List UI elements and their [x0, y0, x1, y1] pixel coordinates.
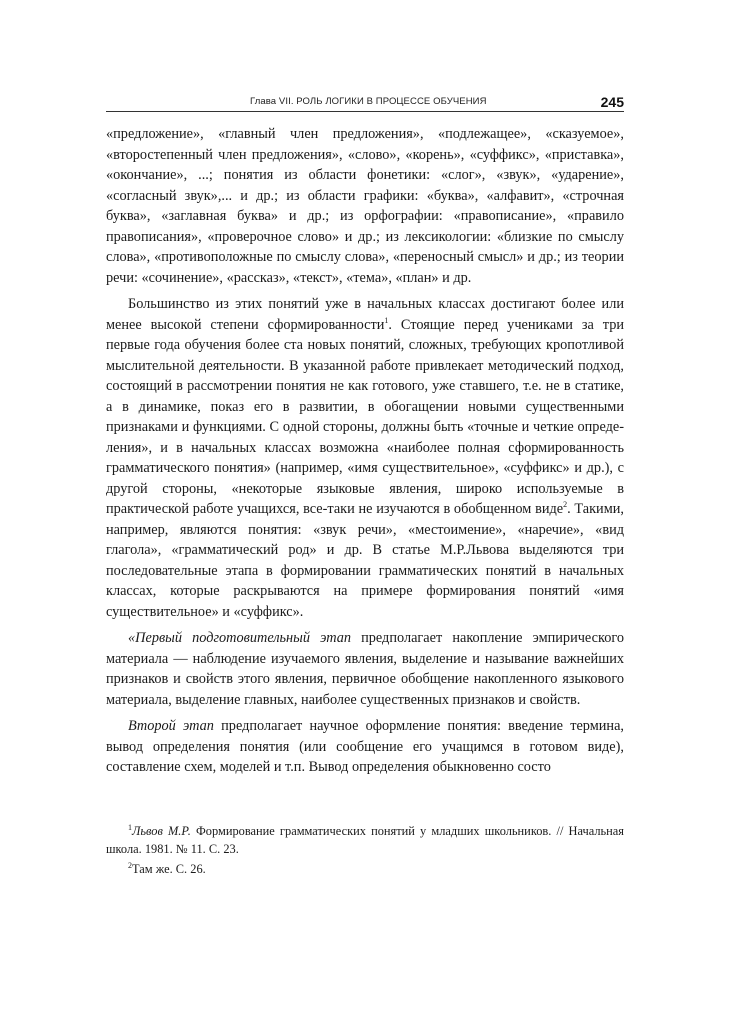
- footnotes: [106, 823, 624, 882]
- paragraph-2-text-a: Большинство из этих понятий уже в начальных классах достигают более или менее высокой степени сформированности: [106, 296, 624, 333]
- footnote-1-text: Формирование грамматических понятий у младших школьников. // Начальная школа. 1981. № 11. С. 23.: [106, 824, 624, 856]
- footnote-2-num: 2: [128, 860, 132, 870]
- footnote-1-num: 1: [128, 822, 132, 832]
- footnote-2-text: Там же. С. 26.: [132, 862, 206, 876]
- paragraph-4-italic: Второй этап: [128, 718, 214, 734]
- paragraph-3-text: предполагает накопление эмпирического материала — наблюдение изучаемого явления, выделение и называние важнейших признаков и свойств этого явления, первичное обобщение накопленного языкового материала, выделение главных, наиболее существенных признаков и свойств.: [106, 630, 624, 708]
- paragraph-2: [106, 294, 624, 622]
- paragraph-3: [106, 628, 624, 710]
- page-header: [106, 96, 624, 112]
- paragraph-2-text-b: . Стоящие перед учениками за три первые года обучения более ста новых понятий, сложных, требующих кропотливой мыслительной деятельности. В указанной работе привлекает методический подход, состоящий в рассмотрении понятия не как готового, уже ставшего, т.е. не в статике, а в динамике, показ его в развитии, в обогащении новыми существенными признаками и функциями. С одной стороны, должны быть «точные и четкие определения», и в начальных классах возможна «наиболее полная сформированность грамматического понятия» (например, «имя существительное», «суффикс» и др.), с другой стороны, «некоторые языковые явления, широко используемые в практической работе учащихся, все-таки не изучаются в обобщенном виде: [106, 316, 624, 517]
- paragraph-1: [106, 124, 624, 288]
- footnote-1: [106, 823, 624, 858]
- main-text: [106, 124, 624, 784]
- paragraph-1-text: «предложение», «главный член предложения», «подлежащее», «сказуемое», «второстепенный член предложения», «слово», «корень», «суффикс», «приставка», «окончание», ...; понятия из области фонетики: «слог», «звук», «ударение», «согласный звук»,... и др.; из области графики: «буква», «алфавит», «строчная буква», «заглавная буква» и др.; из орфографии: «правописание», «правило правописания», «проверочное слово» и др.; из лексикологии: «близкие по смыслу слова», «противоположные по смыслу слова», «переносный смысл» и др.; из теории речи: «сочинение», «рассказ», «текст», «тема», «план» и др.: [106, 126, 624, 286]
- paragraph-4: [106, 716, 624, 778]
- page-number: 245: [600, 94, 624, 110]
- paragraph-3-italic: «Первый подготовительный этап: [128, 630, 351, 646]
- footnote-2: [106, 861, 624, 879]
- paragraph-4-text: предполагает научное оформление понятия: введение термина, вывод определения понятия (или сообщение его учащимся в готовом виде), составление схем, моделей и т.п. Вывод определения обыкновенно состо: [106, 718, 625, 775]
- header-rule: [106, 111, 624, 112]
- running-head: Глава VII. РОЛЬ ЛОГИКИ В ПРОЦЕССЕ ОБУЧЕНИЯ: [250, 96, 487, 107]
- footnote-1-author: Львов М.Р.: [132, 824, 191, 838]
- footnote-ref-2: 2: [563, 500, 568, 510]
- footnote-ref-1: 1: [384, 315, 389, 325]
- paragraph-2-text-c: . Такими, например, являются понятия: «звук речи», «местоимение», «наречие», «вид глагола», «грамматический род» и др. В статье М.Р.Львова выделяются три последовательные этапа в формировании грамматических понятий в начальных классах, которые раскрываются на примере формирования понятий «имя существительное» и «суффикс».: [106, 501, 624, 620]
